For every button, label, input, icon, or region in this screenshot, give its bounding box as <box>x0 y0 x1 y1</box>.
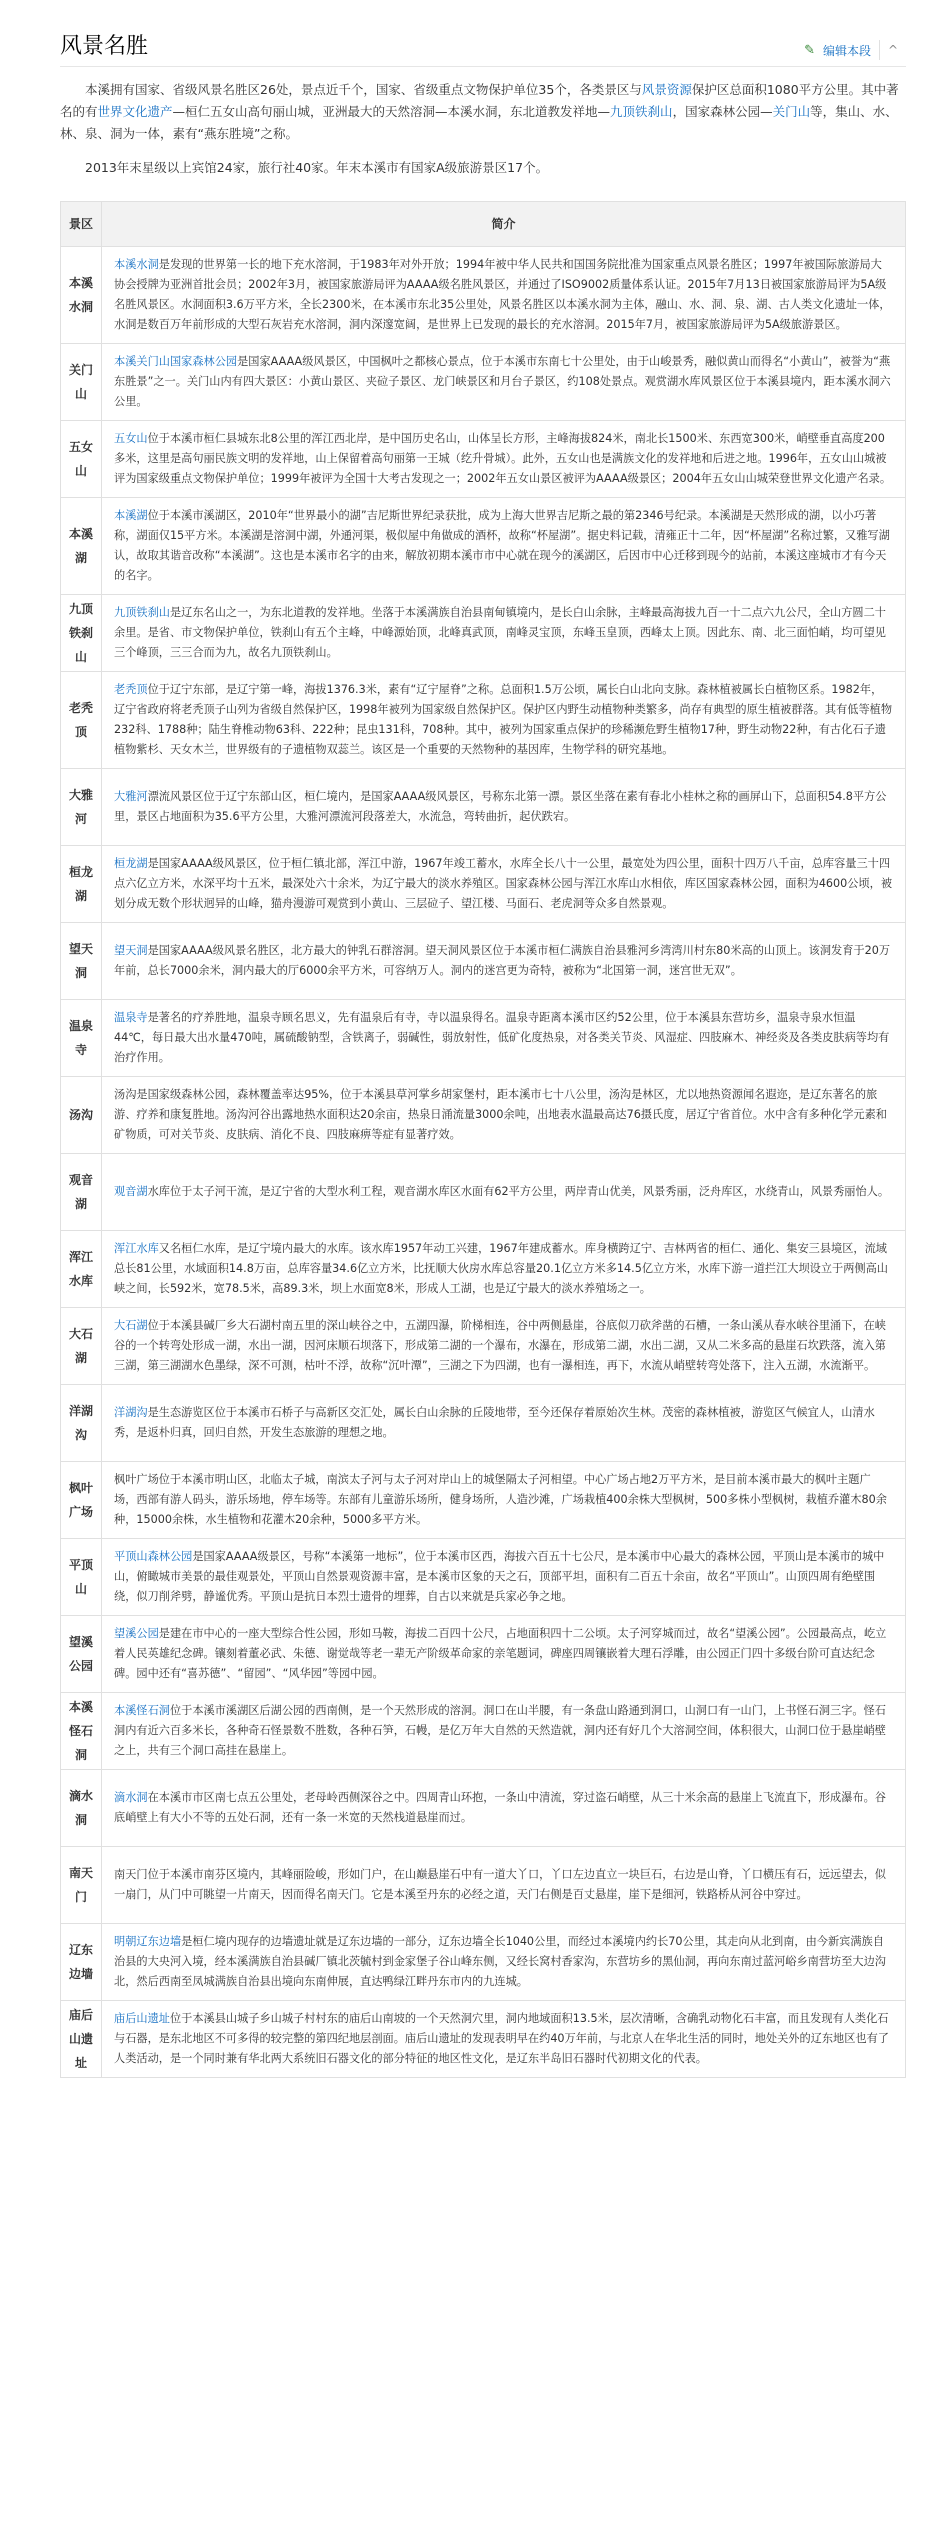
scenic-text: 水库位于太子河干流，是辽宁省的大型水利工程，观音湖水库区水面有62平方公里，两岸青山优美，风景秀丽，泛舟库区，水绕青山，风景秀丽怡人。 <box>147 1185 890 1198</box>
scenic-name: 平顶山 <box>61 1539 102 1616</box>
scenic-name: 观音湖 <box>61 1154 102 1231</box>
table-row <box>61 1154 906 1231</box>
table-row <box>61 1770 906 1847</box>
table-row <box>61 1693 906 1770</box>
scenic-link[interactable]: 本溪湖 <box>114 509 148 522</box>
scenic-name: 桓龙湖 <box>61 846 102 923</box>
scenic-name: 浑江水库 <box>61 1231 102 1308</box>
column-header-name: 景区 <box>61 202 102 247</box>
scenic-text: 位于本溪市桓仁县城东北8公里的浑江西北岸，是中国历史名山，山体呈长方形，主峰海拔824米，南北长1500米、东西宽300米，峭壁垂直高度200多米，这里是高句丽民族文明的发祥地，山上保留着高句丽第一王城（纥升骨城）。此外，五女山也是满族文化的发祥地和后进之地。1996年，五女山山城被评为国家级重点文物保护单位；1999年被评为全国十大考古发现之一；2002年五女山景区被评为AAAA级景区；2004年五女山山城荣登世界文化遗产名录。 <box>114 432 892 485</box>
scenic-link[interactable]: 大雅河 <box>114 790 148 803</box>
table-row <box>61 672 906 769</box>
table-row <box>61 498 906 595</box>
paragraph-text: ，国家森林公园— <box>672 104 773 119</box>
scenic-description <box>102 1770 906 1847</box>
intro-paragraph-1 <box>60 79 906 145</box>
scenic-text: 是生态游览区位于本溪市石桥子与高新区交汇处，属长白山余脉的丘陵地带，至今还保存着原始次生林。茂密的森林植被，游览区气候宜人，山清水秀，是返朴归真，回归自然，开发生态旅游的理想之地。 <box>114 1406 875 1439</box>
scenic-link[interactable]: 桓龙湖 <box>114 857 148 870</box>
scenic-name: 关门山 <box>61 344 102 421</box>
chevron-up-icon[interactable]: ^ <box>879 40 906 60</box>
scenic-description <box>102 1539 906 1616</box>
scenic-text: 是桓仁境内现存的边墙遗址就是辽东边墙的一部分，辽东边墙全长1040公里，而经过本溪境内约长70公里，其走向从北到南，由今新宾满族自治县的大央河入境，经本溪满族自治县碱厂镇北茨毓村到金家堡子谷山峰东侧，又经长窝村香家沟，东营坊乡的黑仙洞，再向东南过蓝河峪乡南营坊至大边沟北，然后西南至凤城满族自治县出境向东南伸展，直达鸭绿江畔丹东市内的九连城。 <box>114 1935 886 1988</box>
scenic-description <box>102 1154 906 1231</box>
scenic-link[interactable]: 本溪关门山国家森林公园 <box>114 355 238 368</box>
scenic-table <box>60 201 906 2078</box>
scenic-link[interactable]: 滴水洞 <box>114 1791 148 1804</box>
scenic-text: 汤沟是国家级森林公园，森林覆盖率达95%，位于本溪县草河掌乡胡家堡村，距本溪市七十八公里，汤沟是林区，尤以地热资源闻名遐迩，是辽东著名的旅游、疗养和康复胜地。汤沟河谷出露地热水面积达20余亩，热泉日涌流量3000余吨，出地表水温最高达76摄氏度，居辽宁省首位。水中含有多种化学元素和矿物质，可对关节炎、皮肤病、消化不良、四肢麻痹等症有显著疗效。 <box>114 1088 887 1141</box>
scenic-link[interactable]: 平顶山森林公园 <box>114 1550 193 1563</box>
scenic-name: 大雅河 <box>61 769 102 846</box>
header-actions <box>804 40 906 60</box>
scenic-text: 位于本溪县碱厂乡大石湖村南五里的深山峡谷之中，五湖四瀑，阶梯相连，谷中两侧悬崖，谷底似刀砍斧凿的石槽，一条山溪从春水峡谷里涌下，在峡谷的一个转弯处形成一湖，水出一湖，因河床顺石坝落下，形成第二湖的一个瀑布，水瀑在，形成第二湖，水出二湖，又从二米多高的悬崖石坎跌落，流入第三湖，第三湖湖水色墨绿，深不可测，枯叶不浮，故称“沉叶潭”，三湖之下为四湖，也有一瀑相连，再下，水流从峭壁转弯处落下，注入五湖，水流渐平。 <box>114 1319 886 1372</box>
scenic-link[interactable]: 温泉寺 <box>114 1011 148 1024</box>
scenic-text: 位于本溪县山城子乡山城子村村东的庙后山南坡的一个天然洞穴里，洞内地域面积13.5米，层次清晰，含确乳动物化石丰富，而且发现有人类化石与石器，是东北地区不可多得的较完整的第四纪地层剖面。庙后山遗址的发现表明早在约40万年前，与北京人在华北生活的同时，地处关外的辽东地区也有了人类活动，是一个同时兼有华北两大系统旧石器文化的部分特征的地区性文化，是辽东半岛旧石器时代初期文化的代表。 <box>114 2012 889 2065</box>
scenic-link[interactable]: 大石湖 <box>114 1319 148 1332</box>
scenic-description <box>102 1693 906 1770</box>
scenic-text: 是国家AAAA级景区，号称“本溪第一地标”，位于本溪市区西，海拔六百五十七公尺，是本溪市中心最大的森林公园，平顶山是本溪市的城中山，俯瞰城市美景的最佳观景处，平顶山自然景观资源丰富，是本溪市区象的天之石，顶部平坦，面积有二百五十余亩，故名“平顶山”。山顶四周有绝壁围绕，似刀削斧劈，静谧优秀。平顶山是抗日本烈士遗骨的埋葬，自古以来就是兵家必争之地。 <box>114 1550 885 1603</box>
inline-link[interactable]: 世界文化遗产 <box>97 104 173 119</box>
scenic-description <box>102 769 906 846</box>
table-row <box>61 1616 906 1693</box>
scenic-description <box>102 421 906 498</box>
scenic-description <box>102 498 906 595</box>
table-row <box>61 846 906 923</box>
scenic-description <box>102 1924 906 2001</box>
scenic-link[interactable]: 观音湖 <box>114 1185 148 1198</box>
scenic-name: 温泉寺 <box>61 1000 102 1077</box>
scenic-description <box>102 846 906 923</box>
scenic-link[interactable]: 老秃顶 <box>114 683 148 696</box>
scenic-description <box>102 247 906 344</box>
scenic-name: 汤沟 <box>61 1077 102 1154</box>
scenic-description <box>102 1077 906 1154</box>
scenic-name: 老秃顶 <box>61 672 102 769</box>
table-row <box>61 344 906 421</box>
scenic-name: 本溪水洞 <box>61 247 102 344</box>
intro-paragraph-2: 2013年末星级以上宾馆24家，旅行社40家。年末本溪市有国家A级旅游景区17个。 <box>85 160 549 175</box>
scenic-name: 大石湖 <box>61 1308 102 1385</box>
scenic-link[interactable]: 本溪水洞 <box>114 258 159 271</box>
scenic-description <box>102 1308 906 1385</box>
inline-link[interactable]: 风景资源 <box>641 82 692 97</box>
scenic-description <box>102 672 906 769</box>
scenic-text: 位于本溪市溪湖区后湖公园的西南侧，是一个天然形成的溶洞。洞口在山半腰，有一条盘山路通到洞口，山洞口有一山门，上书怪石洞三字。怪石洞内有近六百多米长，各种奇石怪景数不胜数，各种石笋，石幔，是亿万年大自然的天然造就，洞内还有好几个大溶洞空间，体积很大，山洞口位于悬崖峭壁之上，共有三个洞口高挂在悬崖上。 <box>114 1704 886 1757</box>
scenic-text: 是国家AAAA级风景区，位于桓仁镇北部，浑江中游，1967年竣工蓄水，水库全长八十一公里，最宽处为四公里，面积十四万八千亩，总库容量三十四点六亿立方米，水深平均十五米，最深处六十余米，为辽宁最大的淡水养殖区。国家森林公园与浑江水库山水相依，库区国家森林公园，面积为4600公顷，被划分成无数个形状迥异的山峰，猫舟漫游可观赏到小黄山、三层砬子、望江楼、马面石、老虎洞等众多自然景观。 <box>114 857 893 910</box>
inline-link[interactable]: 关门山 <box>772 104 811 119</box>
scenic-name: 五女山 <box>61 421 102 498</box>
table-row <box>61 923 906 1000</box>
scenic-description <box>102 1462 906 1539</box>
scenic-text: 位于辽宁东部，是辽宁第一峰，海拔1376.3米，素有“辽宁屋脊”之称。总面积1.5万公顷，属长白山北向支脉。森林植被属长白植物区系。1982年，辽宁省政府将老秃顶子山列为省级自然保护区，1998年被列为国家级自然保护区。保护区内野生动植物种类繁多，尚存有典型的原生植被群落。其有低等植物232科、1788种；陆生脊椎动物63科、222种；昆虫131科，708种。其中，被列为国家重点保护的珍稀濒危野生植物17种，野生动物22种，有古化石子遗植物紫杉、天女木兰，世界级有的子遗植物双蕊兰。该区是一个重要的天然物种的基因库，生物学科的研究基地。 <box>114 683 893 756</box>
scenic-text: 南天门位于本溪市南芬区境内，其峰丽险峻，形如门户，在山巅悬崖石中有一道大丫口，丫口左边直立一块巨石，右边是山脊，丫口横压有石，远远望去，似一扇门，从门中可眺望一片南天，因而得名南天门。它是本溪至丹东的必经之道，天门右侧是百丈悬崖，崖下是细河，铁路桥从河谷中穿过。 <box>114 1868 886 1901</box>
scenic-link[interactable]: 五女山 <box>114 432 148 445</box>
table-row <box>61 1847 906 1924</box>
scenic-text: 位于本溪市溪湖区，2010年“世界最小的湖”吉尼斯世界纪录获批，成为上海大世界吉尼斯之最的第2346号纪录。本溪湖是天然形成的湖，以小巧著称，湖面仅15平方米。本溪湖是溶洞中湖，外通河渠，极似屋中角做成的酒杯，故称“杯屋湖”。据史料记载，清雍正十二年，因“杯屋湖”名称过繁，又雅写湖认，故取其谐音改称“本溪湖”。这也是本溪市名字的由来，解放初期本溪市市中心就在现今的溪湖区，后因市中心迁移到现今的站前，本溪这座城市才有今天的名字。 <box>114 509 890 582</box>
paragraph-text: 保护区总面积1080平方公里。其中著名的有 <box>60 82 899 119</box>
scenic-description <box>102 1385 906 1462</box>
table-row <box>61 1077 906 1154</box>
scenic-text: 漂流风景区位于辽宁东部山区，桓仁境内，是国家AAAA级风景区，号称东北第一漂。景区坐落在素有春北小桂林之称的画屏山下，总面积54.8平方公里，景区占地面积为35.6平方公里，大雅河漂流河段落差大，水流急，弯转曲折，起伏跌宕。 <box>114 790 887 823</box>
scenic-name: 九顶铁刹山 <box>61 595 102 672</box>
table-row <box>61 1924 906 2001</box>
table-row <box>61 1385 906 1462</box>
scenic-name: 望溪公园 <box>61 1616 102 1693</box>
scenic-name: 枫叶广场 <box>61 1462 102 1539</box>
paragraph-text: 等，集山、水、林、泉、洞为一体，素有“燕东胜境”之称。 <box>60 104 898 141</box>
scenic-text: 枫叶广场位于本溪市明山区，北临太子城，南滨太子河与太子河对岸山上的城堡隔太子河相望。中心广场占地2万平方米，是目前本溪市最大的枫叶主题广场，西部有游人码头，游乐场地，停车场等。东部有儿童游乐场所，健身场所，人造沙滩，广场栽植400余株大型枫树，500多株小型枫树，栽植乔灌木80余种，15000余株，水生植物和花灌木20余种，5000多平方米。 <box>114 1473 887 1526</box>
table-row <box>61 595 906 672</box>
scenic-description <box>102 2001 906 2078</box>
scenic-name: 庙后山遗址 <box>61 2001 102 2078</box>
scenic-link[interactable]: 本溪怪石洞 <box>114 1704 170 1717</box>
table-row <box>61 247 906 344</box>
section-header <box>60 20 906 67</box>
pencil-icon[interactable]: ✎ <box>804 42 815 58</box>
scenic-link[interactable]: 明朝辽东边墙 <box>114 1935 182 1948</box>
section-title: 风景名胜 <box>60 34 149 59</box>
scenic-text: 在本溪市市区南七点五公里处，老母岭西侧深谷之中。四周青山环抱，一条山中清流，穿过盗石峭壁，从三十米余高的悬崖上飞流直下，形成瀑布。谷底峭壁上有大小不等的五处石洞，还有一条一米宽的天然栈道悬崖而过。 <box>114 1791 886 1824</box>
scenic-name: 洋湖沟 <box>61 1385 102 1462</box>
scenic-text: 是著名的疗养胜地，温泉寺顾名思义，先有温泉后有寺，寺以温泉得名。温泉寺距离本溪市区约52公里，位于本溪县东营坊乡，温泉寺泉水恒温44℃，每日最大出水量470吨，属硫酸钠型，含铁离子，弱碱性，弱放射性，低矿化度热泉，对各类关节炎、风湿症、四肢麻木、神经炎及各类皮肤病等均有治疗作用。 <box>114 1011 890 1064</box>
scenic-description <box>102 1847 906 1924</box>
paragraph-text: 本溪拥有国家、省级风景名胜区26处，景点近千个，国家、省级重点文物保护单位35个，各类景区与 <box>85 82 642 97</box>
table-row <box>61 769 906 846</box>
edit-section-link[interactable]: 编辑本段 <box>822 43 871 58</box>
scenic-description <box>102 1616 906 1693</box>
table-row <box>61 1308 906 1385</box>
scenic-text: 是建在市中心的一座大型综合性公园，形如马鞍，海拔二百四十公尺，占地面积四十二公顷。太子河穿城而过，故名“望溪公园”。公园最高点，屹立着人民英雄纪念碑。镶刻着董必武、朱德、谢觉哉等老一辈无产阶级革命家的亲笔题词，碑座四周镶嵌着大理石浮雕，由公园正门四十多级台阶可直达纪念碑。园中还有“喜苏德”、“留园”、“风华园”等园中园。 <box>114 1627 887 1680</box>
table-row <box>61 1539 906 1616</box>
scenic-text: 是国家AAAA级风景区，中国枫叶之都核心景点，位于本溪市东南七十公里处，由于山峻景秀，融似黄山而得名“小黄山”，被誉为“燕东胜景”之一。关门山内有四大景区：小黄山景区、夹砬子景区、龙门峡景区和月台子景区，约108处景点。观赏湖水库风景区位于本溪县境内，距本溪水洞六公里。 <box>114 355 891 408</box>
scenic-name: 本溪湖 <box>61 498 102 595</box>
scenic-description <box>102 1000 906 1077</box>
scenic-name: 辽东边墙 <box>61 1924 102 2001</box>
scenic-description <box>102 344 906 421</box>
scenic-text: 是发现的世界第一长的地下充水溶洞，于1983年对外开放；1994年被中华人民共和国国务院批准为国家重点风景名胜区；1997年被国际旅游局大协会授牌为亚洲首批会员；2002年3月，被国家旅游局评为AAAA级名胜风景区，并通过了ISO9002质量体系认证。2015年7月13日被国家旅游局评为5A级名胜风景区。水洞面积3.6万平方米，全长2300米，在本溪市东北35公里处，风景名胜区以本溪水洞为主体，融山、水、洞、泉、湖、古人类文化遗址一体，水洞是数百万年前形成的大型石灰岩充水溶洞，洞内深邃宽阔，是世界上已发现的最长的充水溶洞。2015年7月，被国家旅游局评为5A级旅游景区。 <box>114 258 891 331</box>
table-row <box>61 1462 906 1539</box>
scenic-description <box>102 595 906 672</box>
scenic-link[interactable]: 庙后山遗址 <box>114 2012 170 2025</box>
scenic-link[interactable]: 九顶铁刹山 <box>114 606 170 619</box>
scenic-link[interactable]: 望天洞 <box>114 944 148 957</box>
scenic-name: 望天洞 <box>61 923 102 1000</box>
scenic-link[interactable]: 望溪公园 <box>114 1627 159 1640</box>
scenic-text: 又名桓仁水库，是辽宁境内最大的水库。该水库1957年动工兴建，1967年建成蓄水。库身横跨辽宁、吉林两省的桓仁、通化、集安三县境区，流域总长81公里，水域面积14.8万亩，总库容量34.6亿立方米，比抚顺大伙房水库总容量20.1亿立方米多14.5亿立方米，水库下游一道拦江大坝设立于两侧高山峡之间，长592米，宽78.5米，高89.3米，坝上水面宽8米，形成人工湖，也是辽宁最大的淡水养殖场之一。 <box>114 1242 888 1295</box>
paragraph-text: —桓仁五女山高句丽山城，亚洲最大的天然溶洞—本溪水洞，东北道教发祥地— <box>172 104 611 119</box>
table-row <box>61 421 906 498</box>
scenic-name: 南天门 <box>61 1847 102 1924</box>
scenic-name: 滴水洞 <box>61 1770 102 1847</box>
scenic-description <box>102 923 906 1000</box>
scenic-description <box>102 1231 906 1308</box>
table-row <box>61 1000 906 1077</box>
scenic-link[interactable]: 浑江水库 <box>114 1242 159 1255</box>
scenic-link[interactable]: 洋湖沟 <box>114 1406 148 1419</box>
inline-link[interactable]: 九顶铁刹山 <box>610 104 673 119</box>
column-header-desc: 简介 <box>102 202 906 247</box>
scenic-text: 是国家AAAA级风景名胜区，北方最大的钟乳石群溶洞。望天洞风景区位于本溪市桓仁满族自治县雅河乡湾湾川村东80米高的山顶上。该洞发育于20万年前，总长7000余米，洞内最大的厅6000余平方米，可容纳万人。洞内的迷宫更为奇特，被称为“北国第一洞，迷宫世无双”。 <box>114 944 891 977</box>
table-row <box>61 1231 906 1308</box>
scenic-name: 本溪怪石洞 <box>61 1693 102 1770</box>
table-header-row <box>61 202 906 247</box>
scenic-text: 是辽东名山之一，为东北道教的发祥地。坐落于本溪满族自治县南甸镇境内，是长白山余脉，主峰最高海拔九百一十二点六九公尺，全山方圆二十余里。是省、市文物保护单位，铁刹山有五个主峰，中峰源始顶，北峰真武顶，南峰灵宝顶，东峰玉皇顶，西峰太上顶。因此东、南、北三面怕峭，均可望见三个峰顶，三三合而为九，故名九顶铁刹山。 <box>114 606 886 659</box>
table-row <box>61 2001 906 2078</box>
